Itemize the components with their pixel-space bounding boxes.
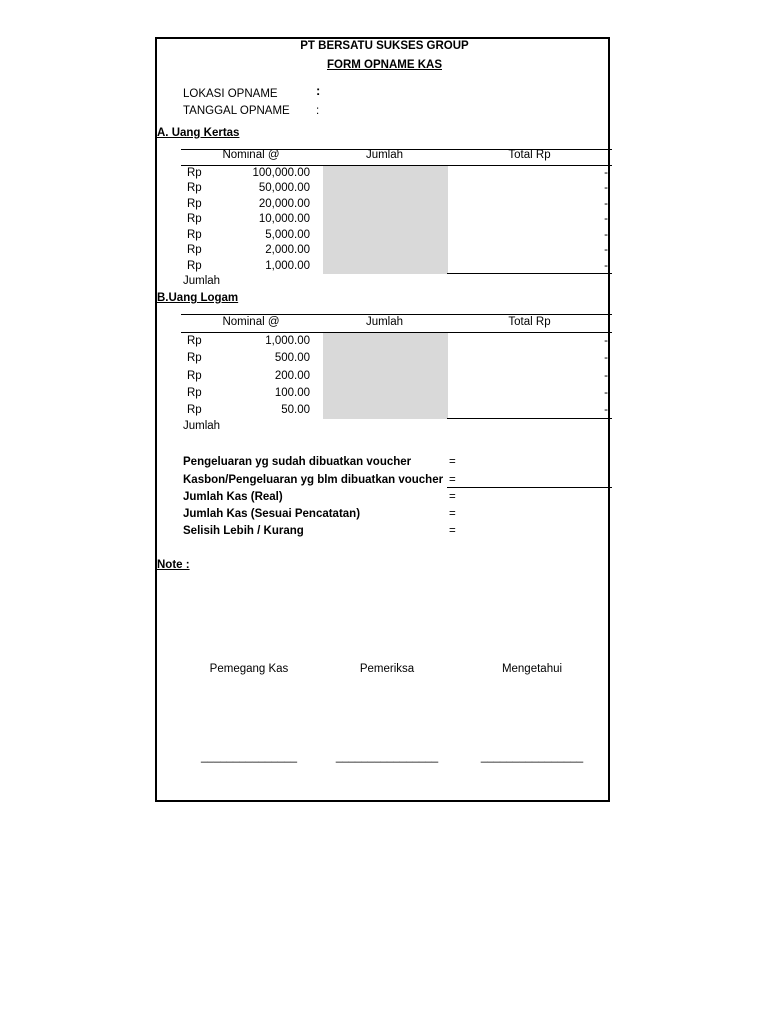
denomination-value: 1,000.00: [265, 260, 310, 272]
location-separator: :: [316, 83, 321, 98]
currency-label: Rp: [187, 198, 202, 210]
summary-label: Kasbon/Pengeluaran yg blm dibuatkan voucher: [183, 474, 444, 486]
equals-sign: =: [449, 525, 456, 537]
summary-row: [157, 454, 612, 470]
denomination-value: 100.00: [274, 387, 310, 399]
currency-label: Rp: [187, 370, 202, 382]
col-jumlah-header: Jumlah: [365, 316, 404, 328]
summary-value-field[interactable]: [462, 472, 607, 488]
row-total: -: [604, 213, 608, 225]
row-total: -: [604, 198, 608, 210]
row-total: -: [604, 335, 608, 347]
paper-row: [157, 196, 612, 212]
location-label: LOKASI OPNAME: [183, 88, 278, 100]
currency-label: Rp: [187, 182, 202, 194]
row-total: -: [604, 182, 608, 194]
summary-row: [157, 523, 612, 539]
section-b-title: B.Uang Logam: [157, 292, 239, 304]
paper-row: [157, 258, 612, 274]
row-total: -: [604, 387, 608, 399]
row-total: -: [604, 260, 608, 272]
paper-row: [157, 165, 612, 181]
currency-label: Rp: [187, 387, 202, 399]
currency-label: Rp: [187, 229, 202, 241]
row-total: -: [604, 404, 608, 416]
summary-label: Jumlah Kas (Real): [183, 491, 283, 503]
date-label: TANGGAL OPNAME: [183, 105, 290, 117]
row-total: -: [604, 167, 608, 179]
date-separator: :: [316, 105, 320, 117]
equals-sign: =: [449, 474, 456, 486]
summary-value-field[interactable]: [462, 489, 607, 505]
summary-value-field[interactable]: [462, 523, 607, 539]
denomination-value: 500.00: [274, 352, 310, 364]
opname-form-sheet: [155, 37, 610, 802]
denomination-value: 2,000.00: [265, 244, 310, 256]
denomination-value: 100,000.00: [252, 167, 310, 179]
currency-label: Rp: [187, 167, 202, 179]
paper-row: [157, 227, 612, 243]
denomination-value: 50.00: [281, 404, 310, 416]
currency-label: Rp: [187, 352, 202, 364]
coin-row: [157, 402, 612, 418]
summary-row: [157, 472, 612, 488]
coin-row: [157, 368, 612, 384]
currency-label: Rp: [187, 260, 202, 272]
denomination-value: 10,000.00: [258, 213, 310, 225]
section-a-title: A. Uang Kertas: [157, 127, 240, 139]
currency-label: Rp: [187, 213, 202, 225]
denomination-value: 20,000.00: [258, 198, 310, 210]
coin-row: [157, 385, 612, 401]
signature-line[interactable]: _______________: [201, 751, 297, 763]
note-label: Note :: [157, 559, 190, 571]
signature-role: Pemeriksa: [359, 663, 415, 675]
col-nominal-header: Nominal @: [222, 316, 280, 328]
currency-label: Rp: [187, 404, 202, 416]
summary-row: [157, 506, 612, 522]
divider: [447, 487, 612, 488]
col-nominal-header: Nominal @: [222, 149, 280, 161]
row-total: -: [604, 352, 608, 364]
form-title: FORM OPNAME KAS: [327, 59, 442, 71]
signature-role: Mengetahui: [501, 663, 563, 675]
equals-sign: =: [449, 508, 456, 520]
col-total-header: Total Rp: [508, 149, 551, 161]
divider: [447, 273, 612, 274]
summary-value-field[interactable]: [462, 506, 607, 522]
signature-line[interactable]: ________________: [335, 751, 439, 763]
currency-label: Rp: [187, 335, 202, 347]
row-total: -: [604, 229, 608, 241]
signature-role: Pemegang Kas: [209, 663, 289, 675]
paper-row: [157, 211, 612, 227]
paper-row: [157, 242, 612, 258]
denomination-value: 5,000.00: [265, 229, 310, 241]
paper-row: [157, 180, 612, 196]
row-total: -: [604, 370, 608, 382]
equals-sign: =: [449, 456, 456, 468]
denomination-value: 1,000.00: [265, 335, 310, 347]
equals-sign: =: [449, 491, 456, 503]
currency-label: Rp: [187, 244, 202, 256]
col-jumlah-header: Jumlah: [365, 149, 404, 161]
divider: [447, 418, 612, 419]
date-field[interactable]: [329, 105, 529, 119]
summary-row: [157, 489, 612, 505]
coin-row: [157, 350, 612, 366]
company-name: PT BERSATU SUKSES GROUP: [300, 40, 469, 52]
coin-sum-label: Jumlah: [183, 420, 221, 432]
col-total-header: Total Rp: [508, 316, 551, 328]
row-total: -: [604, 244, 608, 256]
denomination-value: 50,000.00: [258, 182, 310, 194]
summary-label: Selisih Lebih / Kurang: [183, 525, 304, 537]
location-field[interactable]: [329, 88, 529, 102]
summary-label: Pengeluaran yg sudah dibuatkan voucher: [183, 456, 412, 468]
note-area[interactable]: [157, 579, 608, 649]
denomination-value: 200.00: [274, 370, 310, 382]
paper-sum-label: Jumlah: [183, 275, 221, 287]
divider: [181, 314, 612, 315]
signature-line[interactable]: ________________: [480, 751, 584, 763]
summary-value-field[interactable]: [462, 454, 607, 470]
coin-row: [157, 333, 612, 349]
summary-label: Jumlah Kas (Sesuai Pencatatan): [183, 508, 361, 520]
